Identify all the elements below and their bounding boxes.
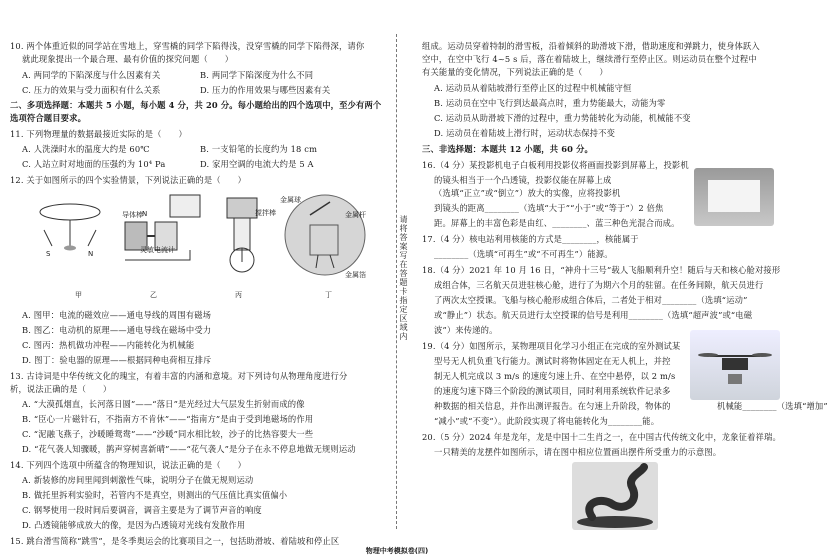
label-gold-foil: 金属箔 xyxy=(345,271,366,279)
right-text-line: D. 运动员在着陆坡上滑行时，运动状态保持不变 xyxy=(434,128,616,138)
dragon-ornament-photo xyxy=(572,462,658,530)
label-gold-ball: 金属球 xyxy=(280,196,301,204)
right-text-line: 空中，在空中飞行 4~5 s 后，落在着陆坡上，继续滑行至停止区。则运动员在整个过程中 xyxy=(422,54,757,64)
right-text-line: （选填“正立”或“倒立”）放大的实像，应将投影机 xyxy=(434,188,621,198)
right-text-line: 距。屏幕上的丰富色彩是由红、________、蓝三种色光混合而成。 xyxy=(434,218,680,228)
dragon-icon xyxy=(572,462,658,530)
right-text-line: 种数据的相关信息，并作出测评报告。在匀速上升阶段，物体的 xyxy=(434,401,671,411)
label-conductor: 导体棒 xyxy=(122,211,143,219)
left-text-line: D. 图丁：验电器的原理——根据同种电荷相互排斥 xyxy=(22,355,212,365)
right-text-line: “减小”或“不变”）。此阶段实现了将电能转化为________能。 xyxy=(434,416,660,426)
right-text-line: 17.（4 分）核电站利用核能的方式是________，核能属于 xyxy=(422,234,639,244)
right-text-line: 型号无人机负重飞行能力。测试时将物体固定在无人机上，并控 xyxy=(434,356,671,366)
right-text-line: 有关能量的变化情况，下列说法正确的是（ ） xyxy=(422,67,608,77)
left-text-line: A. “大漠孤烟直，长河落日圆”——“落日”是光经过大气层发生折射而成的像 xyxy=(22,399,305,409)
label-stir: 搅拌棒 xyxy=(255,209,276,217)
right-text-line: 了两次太空授课。飞船与核心舱形成组合体后，二者处于相对________（选填“运动” xyxy=(434,295,748,305)
left-text-line: C. 压力的效果与受力面积有什么关系 xyxy=(22,85,161,95)
right-text-line: C. 运动员从助滑坡下滑的过程中，重力势能转化为动能，机械能不变 xyxy=(434,113,691,123)
left-text-line: 13. 古诗词是中华传统文化的瑰宝，有着丰富的内涵和意境。对下列诗句从物理角度进行分 xyxy=(10,371,348,381)
left-text-line: 14. 下列四个选项中所蕴含的物理知识，说法正确的是（ ） xyxy=(10,460,247,470)
label-s: S xyxy=(46,250,51,258)
left-text-line: 12. 关于如图所示的四个实验情景，下列说法正确的是（ ） xyxy=(10,175,247,185)
label-n-left: N xyxy=(88,250,94,258)
answer-area-notice: 请将答案写在答题卡指定区域内 xyxy=(399,215,408,341)
right-text-line: 或“静止”）状态。航天员进行太空授课的信号是利用________（选填“超声波”或“电磁 xyxy=(434,310,753,320)
left-text-line: C. 钢琴使用一段时间后要调音，调音主要是为了调节声音的响度 xyxy=(22,505,262,515)
drone-photo xyxy=(690,330,780,400)
label-n-right: N xyxy=(142,210,148,218)
left-text-line: 就此现象提出一个最合理、最有价值的探究问题（ ） xyxy=(22,54,234,64)
left-text-line: B. “臣心一片磁针石，不指南方不肯休”——“指南方”是由于受到地磁场的作用 xyxy=(22,414,314,424)
left-text-line: C. 图丙：热机做功冲程——内能转化为机械能 xyxy=(22,340,195,350)
right-text-line: 20.（5 分）2024 年是龙年，龙是中国十二生肖之一，在中国古代传统文化中，龙象征着祥瑞。 xyxy=(422,432,781,442)
label-gold-rod: 金属杆 xyxy=(345,211,366,219)
left-text-line: D. 压力的作用效果与哪些因素有关 xyxy=(200,85,331,95)
left-text-line: A. 新装修的房间里闻到刺激性气味，说明分子在做无规则运动 xyxy=(22,475,254,485)
left-text-line: A. 图甲：电流的磁效应——通电导线的周围有磁场 xyxy=(22,310,212,320)
left-text-line: B. 两同学下陷深度为什么不同 xyxy=(200,70,314,80)
label-sensitive-meter: 灵敏电流计 xyxy=(140,246,175,254)
projection-screen xyxy=(708,180,760,212)
right-text-line: 机械能________（选填“增加” xyxy=(717,401,828,411)
left-text-line: 10. 两个体重近似的同学站在雪地上，穿雪橇的同学下陷得浅，没穿雪橇的同学下陷得深，请你 xyxy=(10,41,365,51)
left-text-line: C. 人站立时对地面的压强约为 10⁴ Pa xyxy=(22,159,166,169)
right-text-line: 的镜头相当于一个凸透镜，投影仪能在屏幕上成 xyxy=(434,175,612,185)
left-text-line: 析，说法正确的是（ ） xyxy=(10,384,112,394)
right-text-line: 16.（4 分）某投影机电子白板利用投影仪将画面投影到屏幕上，投影机 xyxy=(422,160,689,170)
left-text-line: D. 凸透镜能够成放大的像，是因为凸透镜对光线有发散作用 xyxy=(22,520,246,530)
left-text-line: B. 图乙：电动机的原理——通电导线在磁场中受力 xyxy=(22,325,212,335)
left-text-line: D. “花气袭人知骤暖，鹊声穿树喜新晴”——“花气袭人”是分子在永不停息地做无规则运动 xyxy=(22,444,356,454)
left-text-line: B. 做托里拆利实验时，若管内不是真空，则测出的气压值比真实值偏小 xyxy=(22,490,288,500)
right-text-line: 制无人机完成以 3 m/s 的速度匀速上升、在空中悬停，以 2 m/s xyxy=(434,371,676,381)
right-text-line: ________（选填“可再生”或“不可再生”）能源。 xyxy=(434,249,613,259)
left-text-line: B. 一支铅笔的长度约为 18 cm xyxy=(200,144,318,154)
left-text-line: C. “泥融飞燕子，沙暖睡鸳鸯”——“沙暖”同水相比较，沙子的比热容要大一些 xyxy=(22,429,314,439)
projector-photo xyxy=(694,168,774,226)
right-text-line: 成组合体，三名航天员进驻核心舱，进行了为期六个月的驻留。在任务间隙，航天员进行 xyxy=(434,280,764,290)
right-text-line: B. 运动员在空中飞行到达最高点时，重力势能最大，动能为零 xyxy=(434,98,666,108)
left-text-line: 选项符合题目要求。 xyxy=(10,113,87,123)
right-text-line: 组成。运动员穿着特制的滑雪板，沿着倾斜的助滑坡下滑，借助速度和弹跳力，使身体跃入 xyxy=(422,41,760,51)
right-text-line: 到镜头的距离________（选填“大于”“小于”或“等于”）2 倍焦 xyxy=(434,203,664,213)
left-text-line: 二、多项选择题：本题共 5 小题，每小题 4 分，共 20 分。每小题给出的四个选项中，至少有两个 xyxy=(10,100,382,110)
right-text-line: 三、非选择题：本题共 12 小题，共 60 分。 xyxy=(422,144,593,154)
label-jia: 甲 xyxy=(75,291,82,299)
label-ding: 丁 xyxy=(325,291,332,299)
drone-icon xyxy=(690,330,780,400)
right-text-line: 18.（4 分）2021 年 10 月 16 日，“神舟十三号”载人飞船顺利升空！随后与天和核心舱对接形 xyxy=(422,265,781,275)
experiment-figures xyxy=(30,190,385,306)
left-text-line: A. 人洗澡时水的温度大约是 60℃ xyxy=(22,144,150,154)
right-text-line: 一只精美的龙摆件如图所示，请在图中相应位置画出摆件所受重力的示意图。 xyxy=(434,447,722,457)
right-text-line: 波”）来传递的。 xyxy=(434,325,498,335)
left-text-line: A. 两同学的下陷深度与什么因素有关 xyxy=(22,70,161,80)
right-text-line: A. 运动员从着陆坡滑行至停止区的过程中机械能守恒 xyxy=(434,83,632,93)
four-experiments-drawing xyxy=(30,190,385,306)
right-text-line: 的速度匀速下降三个阶段的测试项目，同时利用系统软件记录多 xyxy=(434,386,671,396)
left-text-line: 11. 下列物理量的数据最接近实际的是（ ） xyxy=(10,129,187,139)
left-text-line: D. 家用空调的电流大约是 5 A xyxy=(200,159,314,169)
label-yi: 乙 xyxy=(150,291,157,299)
label-bing: 丙 xyxy=(235,291,242,299)
page-footer: 物理中考模拟卷(四) xyxy=(365,547,429,555)
left-text-line: 15. 跳台滑雪简称“跳雪”，是冬季奥运会的比赛项目之一，包括助滑坡、着陆坡和停止区 xyxy=(10,536,340,546)
right-text-line: 19.（4 分）如图所示，某物理项目化学习小组正在完成的室外测试某 xyxy=(422,341,681,351)
